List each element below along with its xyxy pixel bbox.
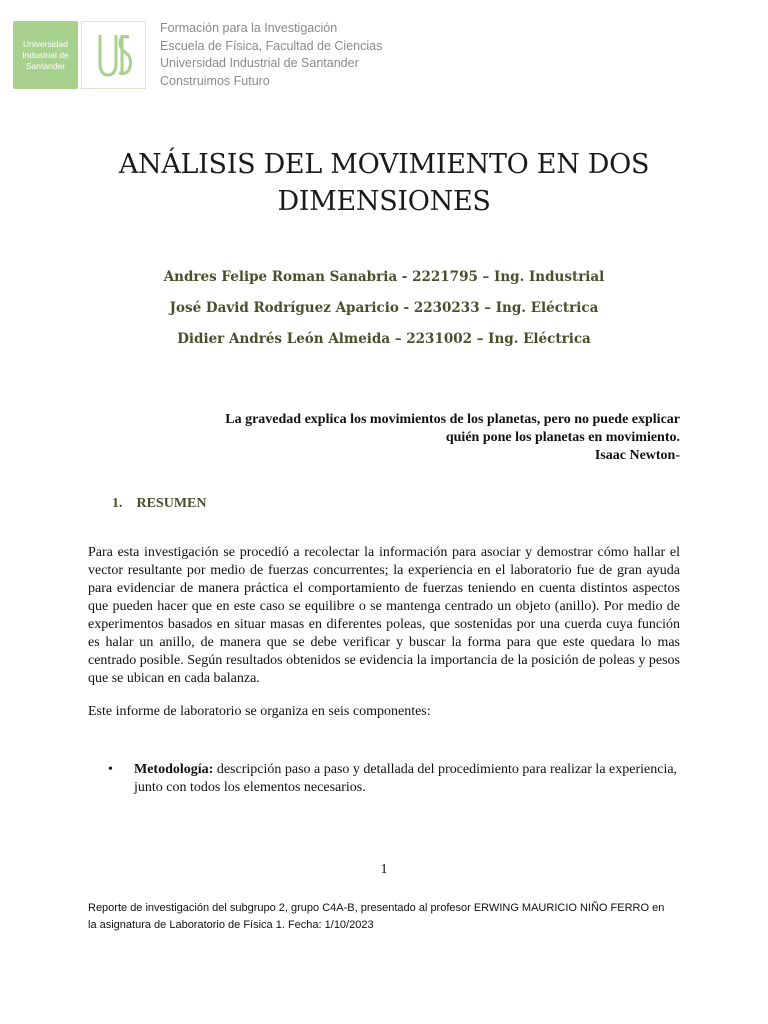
university-logo <box>13 21 78 89</box>
logo-line: Santander <box>25 60 66 71</box>
uis-seal-graphic <box>95 29 133 81</box>
summary-paragraph: Para esta investigación se procedió a recolectar la información para asociar y demostrar cómo hallar el vector resultante por medio de fuerzas concurrentes; la experiencia en el laboratorio fue de gran ayuda para evidenciar de manera práctica el comportamiento de fuerzas teniendo en cuenta distintos aspectos que pueden hacer que en este caso se equilibre o se mantenga centrado un objeto (anillo). Por medio de experimentos basados en situar masas en diferentes poleas, que sostenidas por una cuerda cuya función es halar un anillo, de manera que se debe verificar y buscar la forma para que este quedara lo mas centrado posible. Según resultados obtenidos se evidencia la importancia de la posición de poleas y pesos que se ubican en cada balanza. <box>88 545 680 686</box>
quote-line-2: quién pone los planetas en movimiento. <box>445 430 680 445</box>
author-line: Didier Andrés León Almeida – 2231002 – Ing. Eléctrica <box>177 331 591 347</box>
title-line-2: DIMENSIONES <box>277 186 491 217</box>
bullet-text <box>134 761 680 797</box>
list-item <box>108 761 680 797</box>
logo-line: Industrial de <box>22 49 69 60</box>
footnote-line-1: Reporte de investigación del subgrupo 2, grupo C4A-B, presentado al profesor ERWING MAURICIO NIÑO FERRO en <box>88 902 665 914</box>
header-line: Escuela de Física, Facultad de Ciencias <box>160 38 383 53</box>
components-intro: Este informe de laboratorio se organiza en seis componentes: <box>88 704 431 719</box>
author-line: Andres Felipe Roman Sanabria - 2221795 – Ing. Industrial <box>163 269 605 285</box>
author-line: José David Rodríguez Aparicio - 2230233 – Ing. Eléctrica <box>169 300 599 316</box>
logo-line: Universidad <box>23 38 68 49</box>
section-heading <box>112 496 207 512</box>
quote-line-1: La gravedad explica los movimientos de los planetas, pero no puede explicar <box>225 412 680 427</box>
quote-author: Isaac Newton- <box>594 448 680 463</box>
institution-header <box>160 20 382 90</box>
header-line: Universidad Industrial de Santander <box>160 56 359 70</box>
header-line: Formación para la Investigación <box>160 21 338 35</box>
footnote <box>88 900 688 934</box>
document-title <box>60 146 708 220</box>
uis-seal-icon <box>81 21 146 89</box>
footnote-line-2: la asignatura de Laboratorio de Física 1. Fecha: 1/10/2023 <box>88 919 374 931</box>
section-number: 1. <box>112 496 123 511</box>
bullet-label: Metodología: <box>134 762 214 777</box>
bullet-description: descripción paso a paso y detallada del procedimiento para realizar la experiencia, junto con todos los elementos necesarios. <box>134 762 678 795</box>
author-list <box>60 266 708 359</box>
section-title: RESUMEN <box>136 496 207 511</box>
bullet-icon: • <box>108 762 113 777</box>
epigraph-quote <box>160 411 680 465</box>
title-line-1: ANÁLISIS DEL MOVIMIENTO EN DOS <box>118 149 650 180</box>
page-number: 1 <box>380 862 388 877</box>
header-line: Construimos Futuro <box>160 73 270 88</box>
